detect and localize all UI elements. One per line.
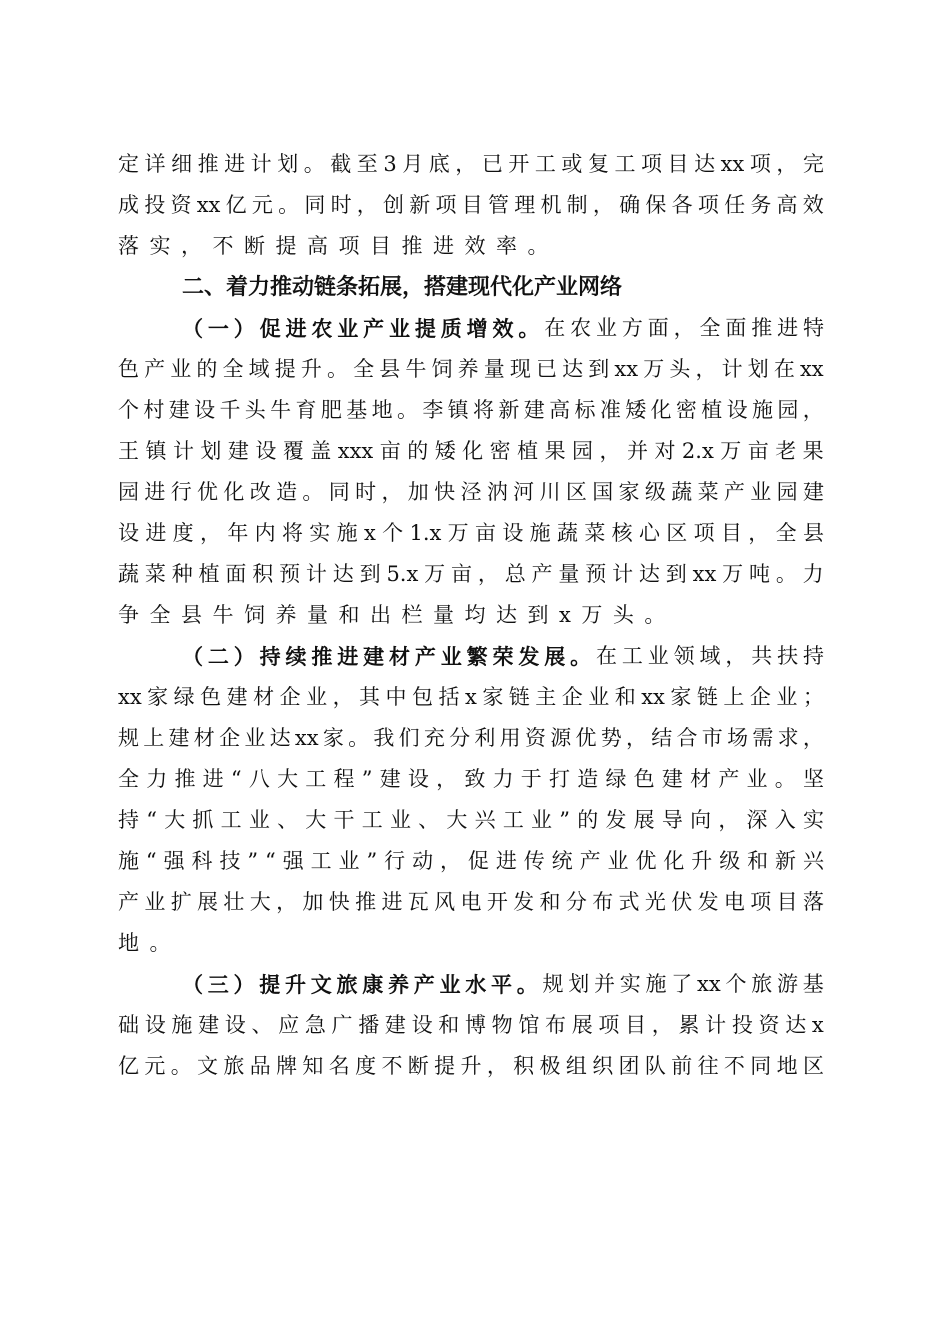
- text-span: 蔬 菜 种 植 面 积 预 计 达 到 5.x 万 亩 ， 总 产 量 预 计 达 到 xx 万 吨 。 力: [118, 562, 824, 586]
- text-line: [118, 718, 824, 759]
- text-line: [118, 390, 824, 431]
- text-line: [118, 554, 824, 595]
- text-line: [118, 841, 824, 882]
- text-line: [118, 185, 824, 226]
- text-span: 持 “ 大 抓 工 业 、 大 干 工 业 、 大 兴 工 业 ” 的 发 展 导 向 ， 深 入 实: [118, 808, 824, 832]
- text-span: 落实，不断提高项目推进效率。: [118, 234, 559, 258]
- paragraph-first-line: [118, 308, 824, 349]
- text-line: [118, 1046, 824, 1087]
- text-line: [118, 1005, 824, 1046]
- text-span: 施 “ 强 科 技 ” “ 强 工 业 ” 行 动 ， 促 进 传 统 产 业 优 化 升 级 和 新 兴: [118, 849, 824, 873]
- text-span: 王 镇 计 划 建 设 覆 盖 xxx 亩 的 矮 化 密 植 果 园 ， 并 对 2.x 万 亩 老 果: [118, 439, 824, 463]
- paragraph-first-line: [118, 636, 824, 677]
- paragraph-lead-line: （ 三 ） 提 升 文 旅 康 养 产 业 水 平 。 规 划 并 实 施 了 xx 个 旅 游 基: [182, 972, 824, 997]
- paragraph-first-line: [118, 964, 824, 1005]
- text-line: [118, 923, 824, 964]
- section-heading: [118, 267, 824, 308]
- text-line: [118, 349, 824, 390]
- text-span: 成 投 资 xx 亿 元 。 同 时 ， 创 新 项 目 管 理 机 制 ， 确 保 各 项 任 务 高 效: [118, 193, 824, 217]
- text-span: 全 力 推 进 “ 八 大 工 程 ” 建 设 ， 致 力 于 打 造 绿 色 建 材 产 业 。 坚: [118, 767, 824, 791]
- text-span: 设 进 度 ， 年 内 将 实 施 x 个 1.x 万 亩 设 施 蔬 菜 核 心 区 项 目 ， 全 县: [118, 521, 824, 545]
- text-span: 规 上 建 材 企 业 达 xx 家 。 我 们 充 分 利 用 资 源 优 势 ， 结 合 市 场 需 求 ，: [118, 726, 824, 750]
- text-span: 地。: [118, 931, 181, 955]
- text-span: 争全县牛饲养量和出栏量均达到x万头。: [118, 603, 676, 627]
- paragraph-lead-line: （ 二 ） 持 续 推 进 建 材 产 业 繁 荣 发 展 。 在 工 业 领 域 ， 共 扶 持: [182, 644, 824, 669]
- text-span: 亿 元 。 文 旅 品 牌 知 名 度 不 断 提 升 ， 积 极 组 织 团 队 前 往 不 同 地 区: [118, 1054, 824, 1078]
- text-line: [118, 431, 824, 472]
- text-span: 产 业 扩 展 壮 大 ， 加 快 推 进 瓦 风 电 开 发 和 分 布 式 光 伏 发 电 项 目 落: [118, 890, 824, 914]
- text-line: [118, 800, 824, 841]
- text-line: [118, 144, 824, 185]
- text-line: [118, 513, 824, 554]
- document-page: [118, 144, 824, 1087]
- text-line: [118, 472, 824, 513]
- text-span: 个 村 建 设 千 头 牛 育 肥 基 地 。 李 镇 将 新 建 高 标 准 矮 化 密 植 设 施 园 ，: [118, 398, 824, 422]
- text-span: xx 家 绿 色 建 材 企 业 ， 其 中 包 括 x 家 链 主 企 业 和 xx 家 链 上 企 业 ；: [118, 685, 824, 709]
- text-line: [118, 595, 824, 636]
- paragraph-lead-line: （ 一 ） 促 进 农 业 产 业 提 质 增 效 。 在 农 业 方 面 ， 全 面 推 进 特: [182, 316, 824, 341]
- text-span: 色 产 业 的 全 域 提 升 。 全 县 牛 饲 养 量 现 已 达 到 xx 万 头 ， 计 划 在 xx: [118, 357, 824, 381]
- text-line: [118, 882, 824, 923]
- text-line: [118, 226, 824, 267]
- text-span: 园 进 行 优 化 改 造 。 同 时 ， 加 快 泾 汭 河 川 区 国 家 级 蔬 菜 产 业 园 建: [118, 480, 824, 504]
- text-line: [118, 759, 824, 800]
- text-span: 础 设 施 建 设 、 应 急 广 播 建 设 和 博 物 馆 布 展 项 目 ， 累 计 投 资 达 x: [118, 1013, 824, 1037]
- heading-text: 二、着力推动链条拓展，搭建现代化产业网络: [182, 275, 623, 300]
- text-span: 定 详 细 推 进 计 划 。 截 至 3 月 底 ， 已 开 工 或 复 工 项 目 达 xx 项 ， 完: [118, 152, 824, 176]
- text-line: [118, 677, 824, 718]
